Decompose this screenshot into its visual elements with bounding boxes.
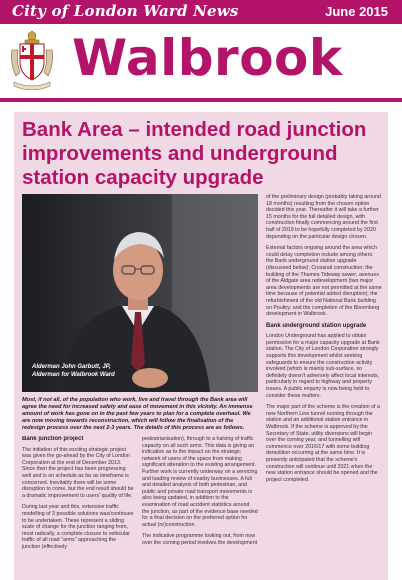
article-headline: Bank Area – intended road junction improvements and underground station capacity upgrade [22, 118, 367, 189]
top-banner [0, 0, 402, 24]
paragraph: The indicative programme looking out, from now over the coming period involves the development [142, 533, 258, 546]
article-column-2 [142, 436, 258, 580]
paragraph: London Underground has applied to obtain permission for a major capacity upgrade at Bank station. The City of London Corporation strongly supports this development whilst seeking safeguards to ensure the construction activity involved (which is mainly sub-surface, so definitely doesn't adversely affect local interests, particularly in regard to highway and property issues. A public enquiry is now being held to consider these matters. [266, 333, 380, 399]
issue-date: June 2015 [325, 4, 388, 19]
section-heading-station: Bank underground station upgrade [266, 322, 367, 329]
paragraph: External factors ongoing around the area which could delay completion include among others: the Bank underground station upgrade (discussed below); Crossrail construction; the building of the Thames Tideway sewer; avenues of the Aldgate area redevelopment (two major area developments are not permitted at the same time because of potential added disruption); the refurbishment of the old National Bank building on Poultry; and the completion of the Bloomberg development in Walbrook. [266, 245, 382, 318]
caption-line-1: Alderman John Garbutt, JP, [32, 364, 111, 370]
photo-caption [32, 364, 115, 379]
masthead [0, 24, 402, 102]
article-column-1 [22, 436, 134, 580]
alderman-photo [22, 194, 258, 392]
paragraph: The major part of the scheme is the creation of a new Northern Line tunnel running through the station and an additional station entrance in Walbrook. If the scheme is approved by the Secretary of State, utility diversions will begin over the coming year, and tunnelling will commence over 2016/17 with some building demolition occurring at the same time. It is presently anticipated that the scheme's construction will continue until 2021 when the new station entrance should be opened and the project completed. [266, 404, 380, 483]
city-of-london-crest-icon [10, 30, 54, 90]
article-column-3 [266, 194, 382, 580]
paragraph: During last year and this, extensive traffic modelling of 3 possible solutions was/continues to be undertaken. These represent a sliding scale of change for the junction ranging from, most radically, a complete closure to vehicular traffic of all road "arms" approaching the junction (effectively [22, 504, 134, 550]
paragraph: of the preliminary design (probably taking around 18 months) resulting from the chosen option decided this year. Thereafter it will take a further 15 months for the full detailed design, with construction finally commencing around the first half of 2019 to be hopefully completed by 2020 depending on the particular design chosen. [266, 194, 381, 240]
masthead-divider [0, 98, 402, 102]
newsletter-title: City of London Ward News [12, 2, 239, 20]
caption-line-2: Alderman for Walbrook Ward [32, 371, 115, 378]
section-heading-junction: Bank junction project [22, 436, 84, 442]
paragraph: The initiation of this exciting strategic project was given the go-ahead by the City of London Corporation at the end of December 2013. Since then the project has been progressing well and is on schedule as far as timeframe is concerned. Inevitably there will be some disruption to come, but the end result should be a dramatic improvement to users' quality of life. [22, 446, 134, 499]
paragraph: pedestrianisation), through to a halving of traffic capacity on all such arms. This data is giving an indication as to the impact on the strategic network of users of the space from making significant alteration to the existing arrangement. Further work is currently underway on a servicing and loading review of nearby businesses. A full and detailed analysis of both pedestrian, and public and private road transport movements is also being updated, in addition to the examination of road accident statistics around the junction, as part of the evidence base needed for a final decision on the preferred option for actual (re)construction. [142, 436, 258, 528]
ward-name: Walbrook [72, 29, 343, 87]
article-intro: Most, if not all, of the population who work, live and travel through the Bank area will agree the need for increased safety and ease of movement in this vicinity. An immense amount of work has gone on in the past few years to plan for a complete overhaul. We are now moving towards reconstruction, which will follow the finalisation of the redesign process over the next 2-3 years. The details of this process are as follows. [22, 397, 253, 431]
